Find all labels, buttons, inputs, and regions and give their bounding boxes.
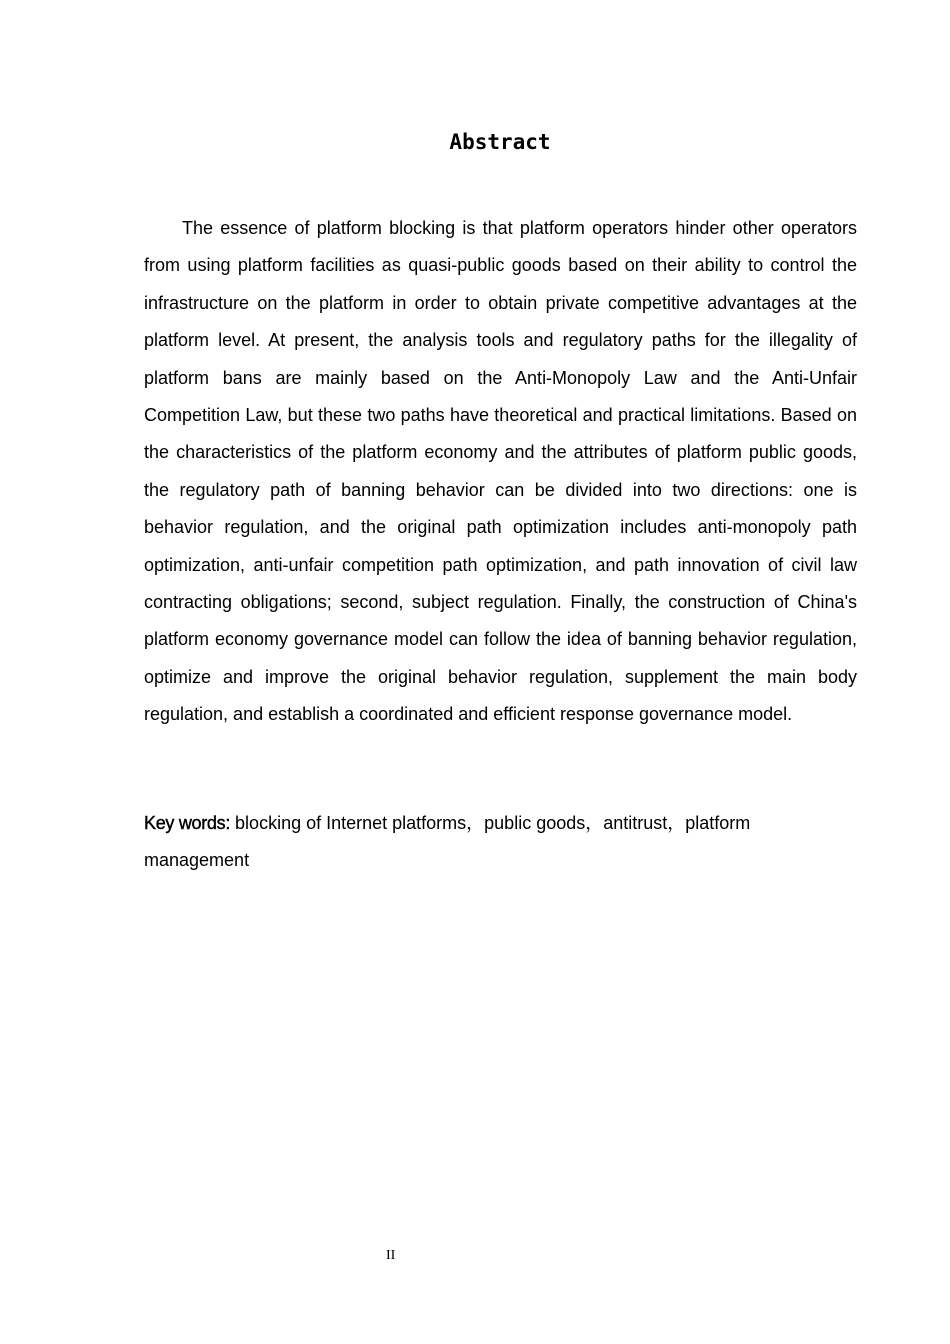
page-number: II	[386, 1248, 396, 1263]
keywords-line	[144, 805, 804, 879]
page-title: Abstract	[449, 130, 551, 154]
abstract-paragraph: The essence of platform blocking is that platform operators hinder other operators from using platform facilities as quasi-public goods based on their ability to control the infrastructure on the platform in order to obtain private competitive advantages at the platform level. At present, the analysis tools and regulatory paths for the illegality of platform bans are mainly based on the Anti-Monopoly Law and the Anti-Unfair Competition Law, but these two paths have theoretical and practical limitations. Based on the characteristics of the platform economy and the attributes of platform public goods, the regulatory path of banning behavior can be divided into two directions: one is behavior regulation, and the original path optimization includes anti-monopoly path optimization, anti-unfair competition path optimization, and path innovation of civil law contracting obligations; second, subject regulation. Finally, the construction of China's platform economy governance model can follow the idea of banning behavior regulation, optimize and improve the original behavior regulation, supplement the main body regulation, and establish a coordinated and efficient response governance model.	[144, 218, 857, 725]
keywords-text: blocking of Internet platforms，public goods，antitrust，platform management	[144, 813, 751, 870]
keywords-label: Key words:	[144, 813, 231, 833]
